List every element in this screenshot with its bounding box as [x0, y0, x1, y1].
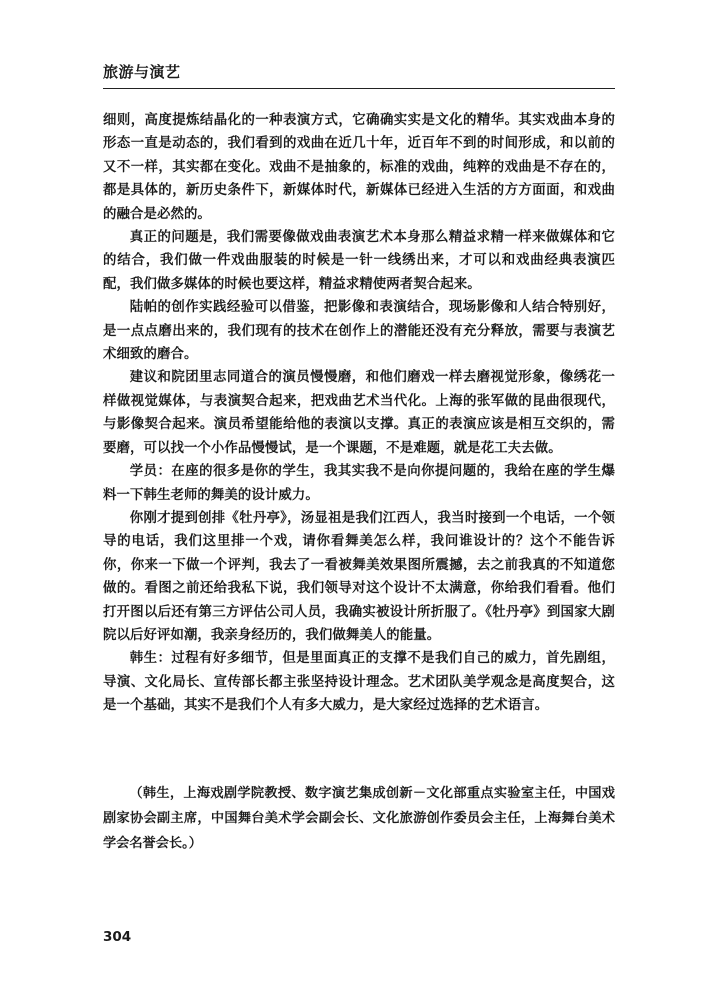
paragraph: 建议和院团里志同道合的演员慢慢磨，和他们磨戏一样去磨视觉形象，像绣花一样做视觉媒体，与表演契合起来，把戏曲艺术当代化。上海的张军做的昆曲很现代，与影像契合起来。演员希望能给他的表演以支撑。真正的表演应该是相互交织的，需要磨，可以找一个小作品慢慢试，是一个课题，不是难题，就是花工夫去做。 — [103, 370, 615, 456]
header-rule — [103, 88, 615, 89]
paragraph-speaker-hansheng: 韩生：过程有好多细节，但是里面真正的支撑不是我们自己的威力，首先剧组，导演、文化局长、宣传部长都主张坚持设计理念。艺术团队美学观念是高度契合，这是一个基础，其实不是我们个人有多大威力，是大家经过选择的艺术语言。 — [103, 651, 615, 714]
author-bio-note: （韩生，上海戏剧学院教授、数字演艺集成创新－文化部重点实验室主任，中国戏剧家协会副主席，中国舞台美术学会副会长、文化旅游创作委员会主任，上海舞台美术学会名誉会长。） — [103, 786, 615, 851]
body-text — [103, 109, 615, 718]
paragraph-speaker-student: 学员：在座的很多是你的学生，我其实我不是向你提问题的，我给在座的学生爆料一下韩生老师的舞美的设计威力。 — [103, 464, 615, 503]
paragraph-continued: 细则，高度提炼结晶化的一种表演方式，它确确实实是文化的精华。其实戏曲本身的形态一直是动态的，我们看到的戏曲在近几十年，近百年不到的时间形成，和以前的又不一样，其实都在变化。戏曲不是抽象的，标准的戏曲，纯粹的戏曲是不存在的，都是具体的，新历史条件下，新媒体时代，新媒体已经进入生活的方方面面，和戏曲的融合是必然的。 — [103, 113, 615, 222]
paragraph: 陆帕的创作实践经验可以借鉴，把影像和表演结合，现场影像和人结合特别好，是一点点磨出来的，我们现有的技术在创作上的潜能还没有充分释放，需要与表演艺术细致的磨合。 — [103, 300, 615, 363]
paragraph: 真正的问题是，我们需要像做戏曲表演艺术本身那么精益求精一样来做媒体和它的结合，我们做一件戏曲服装的时候是一针一线绣出来，才可以和戏曲经典表演匹配，我们做多媒体的时候也要这样，精益求精使两者契合起来。 — [103, 230, 615, 292]
page-number: 304 — [103, 929, 132, 945]
paragraph: 你刚才提到创排《牡丹亭》，汤显祖是我们江西人，我当时接到一个电话，一个领导的电话，我们这里排一个戏，请你看舞美怎么样，我问谁设计的？这个不能告诉你，你来一下做一个评判，我去了一看被舞美效果图所震撼，去之前我真的不知道您做的。看图之前还给我私下说，我们领导对这个设计不太满意，你给我们看看。他们打开图以后还有第三方评估公司人员，我确实被设计所折服了。《牡丹亭》到国家大剧院以后好评如潮，我亲身经历的，我们做舞美人的能量。 — [103, 510, 615, 643]
section-title: 旅游与演艺 — [103, 63, 181, 81]
running-header — [103, 62, 615, 89]
